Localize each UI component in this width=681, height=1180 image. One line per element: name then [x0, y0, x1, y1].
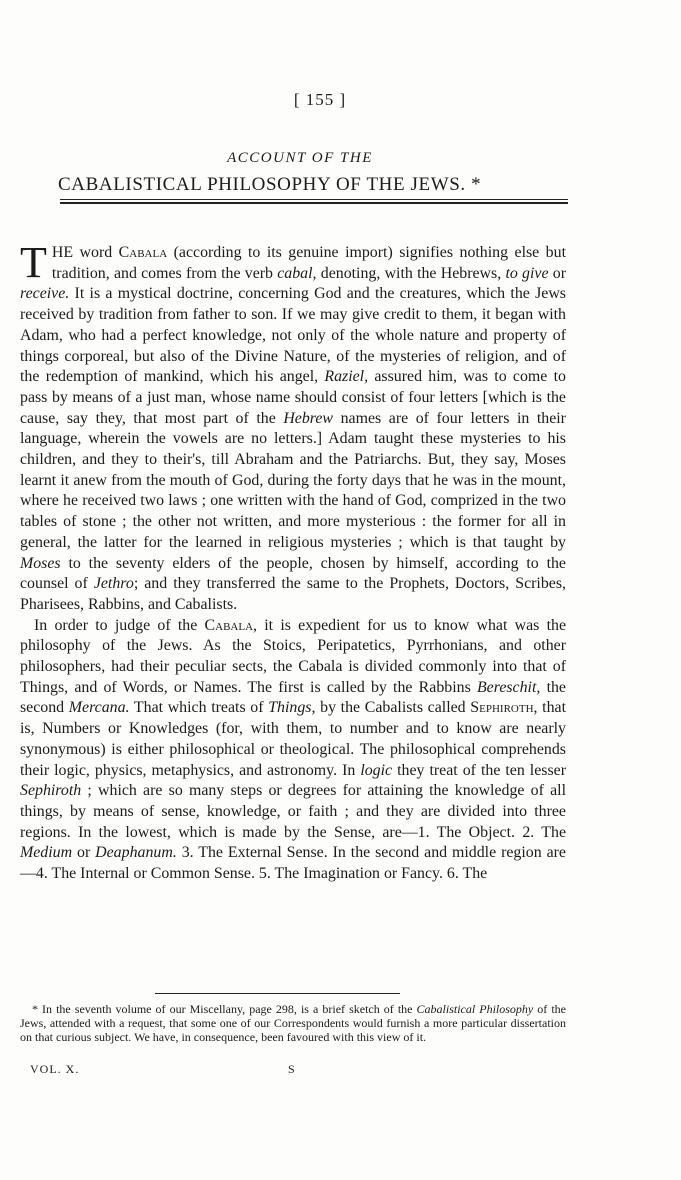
text-run: the second [20, 678, 566, 717]
italic-term: Hebrew [283, 409, 334, 427]
small-caps-term: Sephiroth [470, 699, 534, 717]
text-run: ; which are so many steps or degrees for attaining the knowledge of all things, by means of sense, knowledge, or faith ; and they are divided into three regions. In the lowest, which is made by the Sense, are—1. The Object. 2. The [20, 782, 566, 841]
text-run: denoting, with the Hebrews, [316, 264, 506, 282]
signature-letter: S [288, 1062, 296, 1076]
italic-term: Things, [268, 699, 316, 717]
text-run: assured him, was to come to pass by means of a just man, whose name should consist of four letters [which is the cause, say they, that most part of the [20, 368, 566, 427]
italic-term: Mercana. [68, 699, 130, 717]
page-number: [ 155 ] [293, 90, 347, 109]
text-run: ; and they transferred the same to the Prophets, Doctors, Scribes, Pharisees, Rabbins, and Cabalists. [20, 575, 566, 613]
footnote-text [20, 1002, 566, 1044]
text-run: HE word [51, 244, 119, 261]
text-run: they treat of the ten lesser [392, 761, 566, 779]
italic-term: Bereschit, [476, 678, 541, 696]
paragraph-1 [20, 238, 566, 616]
italic-term: Deaphanum. [95, 844, 177, 862]
italic-term: logic [360, 761, 393, 779]
italic-term: to give [505, 264, 549, 282]
text-run: (according to its genuine import) signifies nothing else but tradition, and comes from the verb [51, 244, 566, 282]
paragraph-2 [20, 616, 566, 885]
text-run: That which treats of [129, 699, 269, 717]
italic-term: Jethro [93, 575, 134, 593]
volume-label: VOL. X. [30, 1062, 80, 1076]
italic-term: receive. [20, 285, 70, 303]
title-rule-thin [60, 199, 568, 200]
text-run: of the Jews, attended with a request, that some one of our Correspondents would furnish a more particular dissertation on that curious subject. We have, in consequence, been favoured with this view of it. [20, 1002, 566, 1044]
italic-term: Cabalistical Philosophy [416, 1002, 534, 1016]
small-caps-term: Cabala [118, 244, 168, 261]
text-run: * In the seventh volume of our Miscellany, page 298, is a brief sketch of the [32, 1002, 417, 1016]
small-caps-term: Cabala [204, 616, 254, 634]
text-run: In order to judge of the [34, 616, 205, 634]
text-run: names are of four letters in their language, wherein the vowels are no letters.] Adam taught these mysteries to his children, and they to their's, till Abraham and the Patriarchs. But, they say, Moses learnt it anew from the mouth of God, during the forty days that he was in the mount, where he received two laws ; one written with the hand of God, comprized in the two tables of stone ; the other not written, and more mysterious : the former for all in general, the latter for the learned in religious mysteries ; which is that taught by [20, 409, 566, 551]
text-run: or [548, 264, 566, 282]
text-run: It is a mystical doctrine, concerning God and the creatures, which the Jews received by tradition from father to son. If we may give credit to them, it began with Adam, who had a perfect knowledge, not only of the whole nature and property of things corporeal, but also of the Divine Nature, of the mysteries of religion, and of the redemption of mankind, which his angel, [20, 285, 566, 386]
italic-term: Medium [20, 844, 73, 862]
footnote-rule [155, 993, 400, 994]
title-rule-thick [60, 202, 568, 204]
text-run: , that is, Numbers or Knowledges (for, with them, to number and to know are nearly synonymous) is either philosophical or theological. The philosophical comprehends their logic, physics, metaphysics, and astronomy. In [20, 699, 566, 779]
italic-term: cabal, [277, 264, 317, 282]
section-label: ACCOUNT OF THE [227, 150, 373, 166]
footnote [20, 1002, 566, 1044]
text-run: or [72, 844, 96, 862]
body-text [20, 238, 566, 885]
drop-cap: T [20, 238, 47, 287]
text-run: by the Cabalists called [315, 699, 471, 717]
italic-term: Raziel, [324, 368, 369, 386]
text-run: 3. The External Sense. In the second and middle region are—4. The Internal or Common Sense. 5. The Imagination or Fancy. 6. The [20, 844, 566, 883]
italic-term: Sephiroth [20, 782, 82, 800]
text-run: to the seventy elders of the people, chosen by himself, according to the counsel of [20, 554, 566, 593]
italic-term: Moses [20, 554, 61, 572]
page-title: CABALISTICAL PHILOSOPHY OF THE JEWS. * [58, 174, 482, 195]
text-run: , it is expedient for us to know what was the philosophy of the Jews. As the Stoics, Peripatetics, Pyrrhonians, and other philosophers, had their peculiar sects, the Cabala is divided commonly into that of Things, and of Words, or Names. The first is called by the Rabbins [20, 616, 566, 696]
